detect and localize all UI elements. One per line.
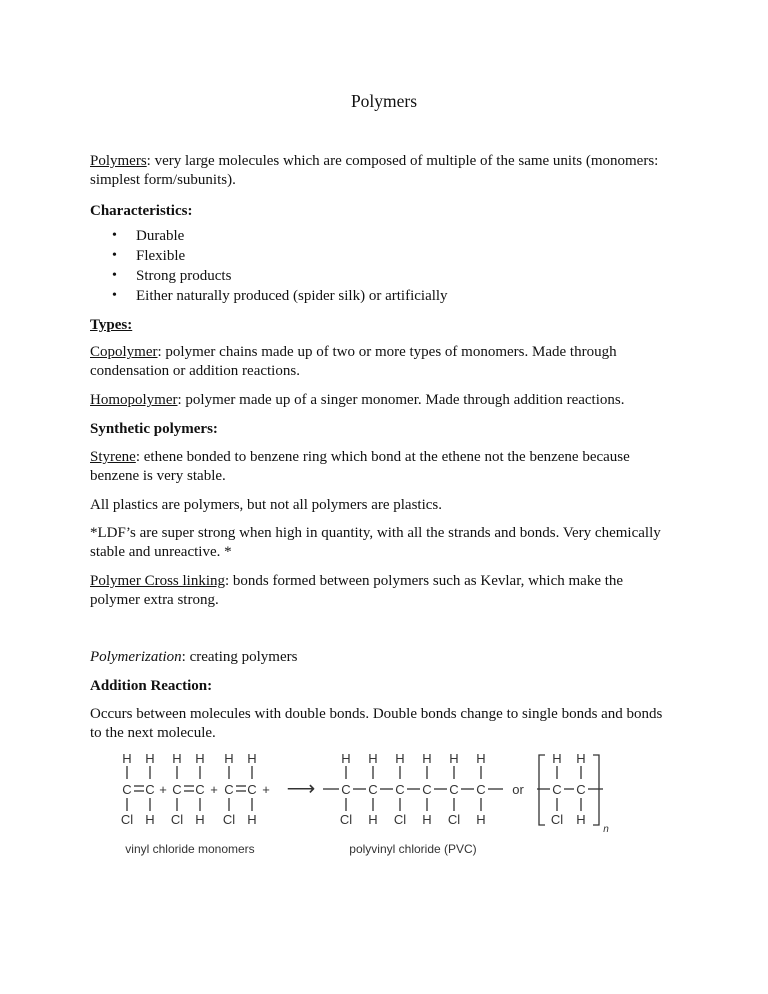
atom-c: C — [247, 782, 257, 797]
addition-reaction-heading: Addition Reaction: — [90, 678, 213, 694]
or-label: or — [512, 782, 524, 797]
styrene-definition — [90, 448, 670, 486]
styrene-definition-text: : ethene bonded to benzene ring which bond at the ethene not the benzene because benzene is very stable. — [90, 449, 630, 484]
atom-h: H — [422, 752, 432, 766]
atom-cl: Cl — [222, 812, 236, 827]
atom-c: C — [476, 782, 486, 797]
polymerization-definition-text: : creating polymers — [181, 649, 298, 665]
atom-h: H — [341, 752, 351, 766]
plastics-note: All plastics are polymers, but not all polymers are plastics. — [90, 497, 443, 513]
atom-h: H — [422, 812, 432, 827]
atom-labels — [121, 752, 609, 835]
types-heading: Types: — [90, 317, 133, 333]
atom-c: C — [368, 782, 378, 797]
atom-cl: Cl — [447, 812, 461, 827]
atom-c: C — [449, 782, 459, 797]
atom-cl: Cl — [170, 812, 184, 827]
pvc-reaction-diagram — [115, 752, 635, 862]
atom-h: H — [395, 752, 405, 766]
polymers-definition — [90, 152, 670, 190]
atom-c: C — [224, 782, 234, 797]
atom-cl: Cl — [120, 812, 134, 827]
atom-h: H — [145, 752, 155, 766]
atom-h: H — [247, 752, 257, 766]
atom-h: H — [195, 812, 205, 827]
characteristics-heading: Characteristics: — [90, 203, 193, 219]
atom-c: C — [172, 782, 182, 797]
page-title: Polymers — [350, 91, 418, 111]
atom-h: H — [368, 752, 378, 766]
list-item: • Strong products — [90, 266, 448, 286]
homopolymer-definition — [90, 391, 690, 410]
atom-cl: Cl — [339, 812, 353, 827]
atom-h: H — [476, 812, 486, 827]
atom-h: H — [224, 752, 234, 766]
synthetic-polymers-heading: Synthetic polymers: — [90, 421, 218, 437]
plus-sign: + — [210, 782, 218, 797]
atom-h: H — [576, 812, 586, 827]
plus-sign: + — [159, 782, 167, 797]
atom-h: H — [368, 812, 378, 827]
atom-h: H — [172, 752, 182, 766]
atom-c: C — [395, 782, 405, 797]
copolymer-definition-text: : polymer chains made up of two or more types of monomers. Made through condensation or addition reactions. — [90, 344, 617, 379]
polymer-caption: polyvinyl chloride (PVC) — [349, 842, 477, 856]
list-item: • Flexible — [90, 246, 448, 266]
atom-cl: Cl — [393, 812, 407, 827]
subscript-n: n — [603, 824, 609, 835]
polymerization-term: Polymerization — [90, 649, 182, 665]
atom-h: H — [145, 812, 155, 827]
characteristics-list — [90, 226, 448, 306]
copolymer-definition — [90, 343, 670, 381]
polymerization-definition — [90, 648, 670, 667]
reaction-arrow: ⟶ — [286, 778, 316, 800]
plus-sign: + — [262, 782, 270, 797]
atom-cl: Cl — [550, 812, 564, 827]
atom-h: H — [195, 752, 205, 766]
atom-c: C — [576, 782, 586, 797]
atom-c: C — [122, 782, 132, 797]
atom-c: C — [341, 782, 351, 797]
atom-h: H — [247, 812, 257, 827]
atom-h: H — [476, 752, 486, 766]
atom-h: H — [122, 752, 132, 766]
monomers-caption: vinyl chloride monomers — [125, 842, 255, 856]
atom-h: H — [576, 752, 586, 766]
homopolymer-term: Homopolymer — [90, 392, 178, 408]
crosslinking-definition-text: : bonds formed between polymers such as Kevlar, which make the polymer extra strong. — [90, 573, 624, 608]
atom-h: H — [552, 752, 562, 766]
homopolymer-definition-text: : polymer made up of a singer monomer. Made through addition reactions. — [177, 392, 625, 408]
polymers-definition-text: : very large molecules which are composed of multiple of the same units (monomers: simplest form/subunits). — [90, 153, 659, 188]
addition-reaction-text: Occurs between molecules with double bonds. Double bonds change to single bonds and bonds to the next molecule. — [90, 706, 663, 741]
crosslinking-definition — [90, 572, 670, 610]
crosslinking-term: Polymer Cross linking — [90, 573, 226, 589]
atom-c: C — [145, 782, 155, 797]
polymers-term: Polymers — [90, 153, 147, 169]
atom-h: H — [449, 752, 459, 766]
atom-c: C — [422, 782, 432, 797]
ldf-note: *LDF’s are super strong when high in quantity, with all the strands and bonds. Very chemically stable and unreactive. * — [90, 525, 661, 560]
atom-c: C — [195, 782, 205, 797]
styrene-term: Styrene — [90, 449, 136, 465]
list-item: • Either naturally produced (spider silk) or artificially — [90, 286, 448, 306]
list-item: • Durable — [90, 226, 448, 246]
copolymer-term: Copolymer — [90, 344, 158, 360]
atom-c: C — [552, 782, 562, 797]
